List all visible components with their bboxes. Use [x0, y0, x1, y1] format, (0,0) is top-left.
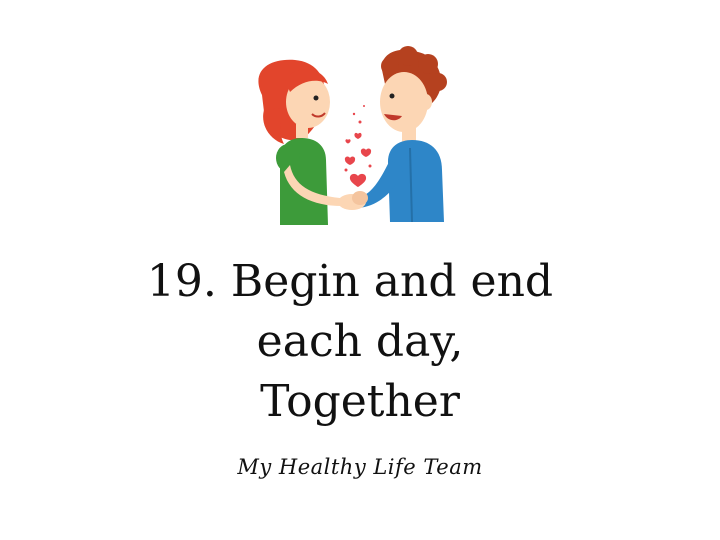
headline-line-2: each day,	[256, 316, 464, 367]
man-figure	[358, 46, 447, 222]
headline-line-3: Together	[260, 376, 460, 427]
headline-line-1: 19. Begin and end	[146, 256, 554, 307]
credit-text: My Healthy Life Team	[237, 455, 483, 479]
couple-holding-hands-icon	[240, 40, 460, 225]
woman-figure	[258, 60, 342, 225]
hearts-icon	[345, 105, 372, 187]
headline	[0, 252, 720, 432]
